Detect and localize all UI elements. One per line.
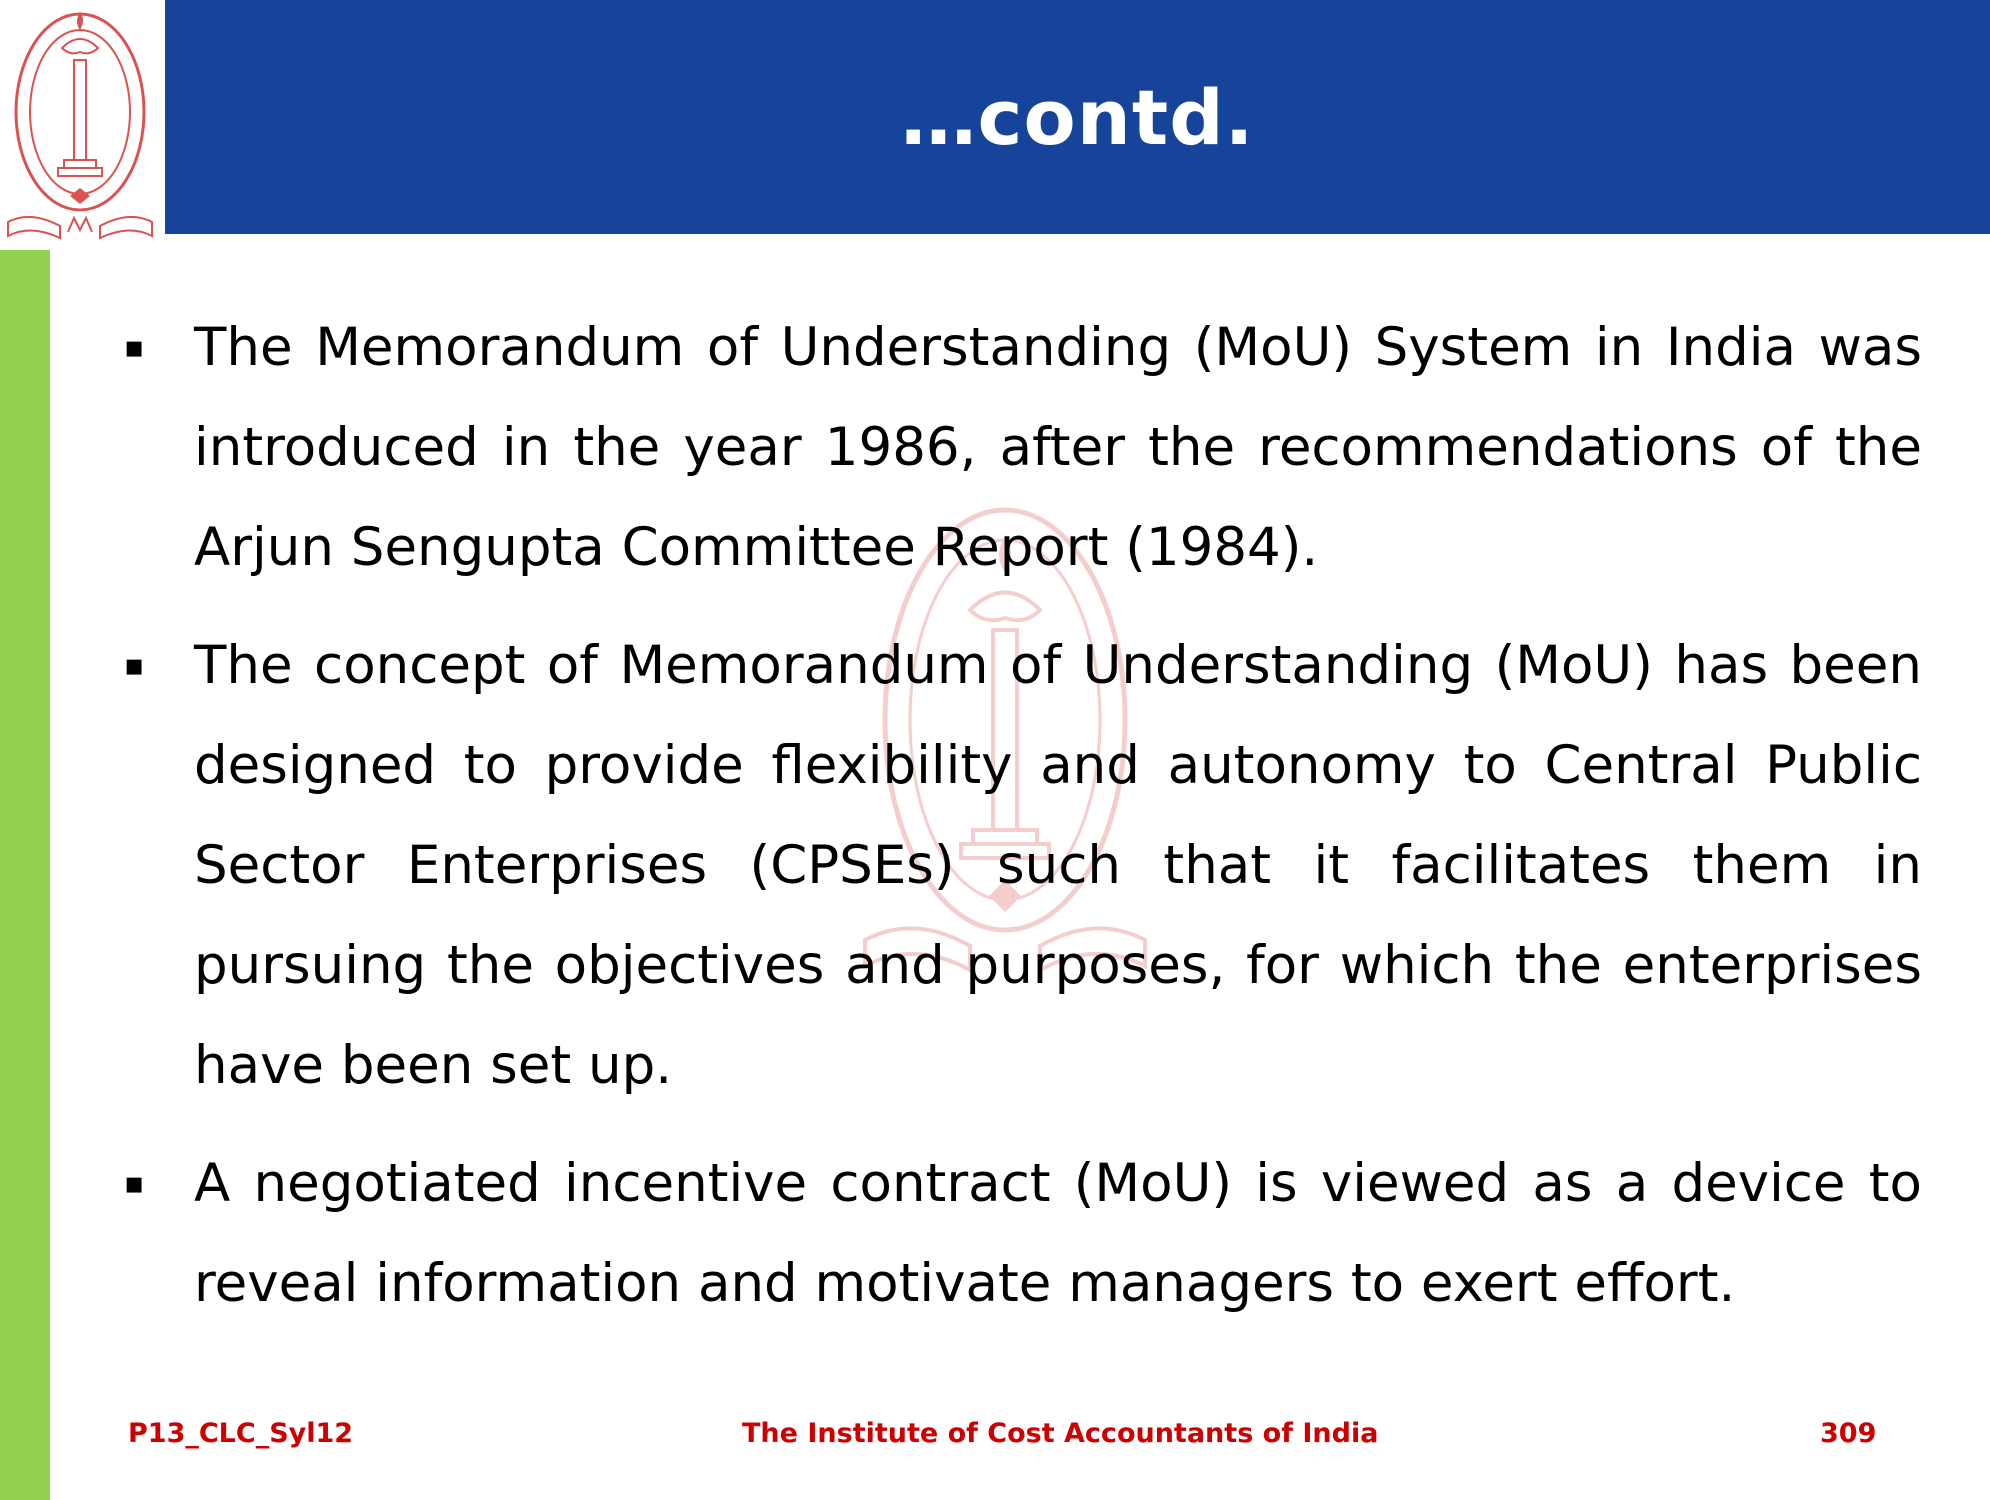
institute-seal-icon (0, 0, 160, 246)
accent-bar (0, 250, 50, 1500)
bullet-text: A negotiated incentive contract (MoU) is viewed as a device to reveal information and motivate managers to exert effort. (194, 1153, 1922, 1314)
bullet-marker: ▪ (124, 648, 145, 683)
bullet-item (120, 1134, 1922, 1334)
bullet-marker: ▪ (124, 1166, 145, 1201)
slide-title: …contd. (900, 72, 1255, 162)
bullet-marker: ▪ (124, 330, 145, 365)
footer-institute: The Institute of Cost Accountants of India (742, 1418, 1379, 1449)
bullet-item (120, 616, 1922, 1116)
footer-code: P13_CLC_Syl12 (128, 1418, 354, 1449)
bullet-text: The concept of Memorandum of Understanding (MoU) has been designed to provide flexibility and autonomy to Central Public Sector Enterprises (CPSEs) such that it facilitates them in pursuing the objectives and purposes, for which the enterprises have been set up. (194, 635, 1922, 1096)
bullet-text: The Memorandum of Understanding (MoU) System in India was introduced in the year 1986, after the recommendations of the Arjun Sengupta Committee Report (1984). (194, 317, 1922, 578)
page-number: 309 (1820, 1418, 1877, 1449)
bullet-list (120, 298, 1920, 1352)
bullet-item (120, 298, 1922, 598)
